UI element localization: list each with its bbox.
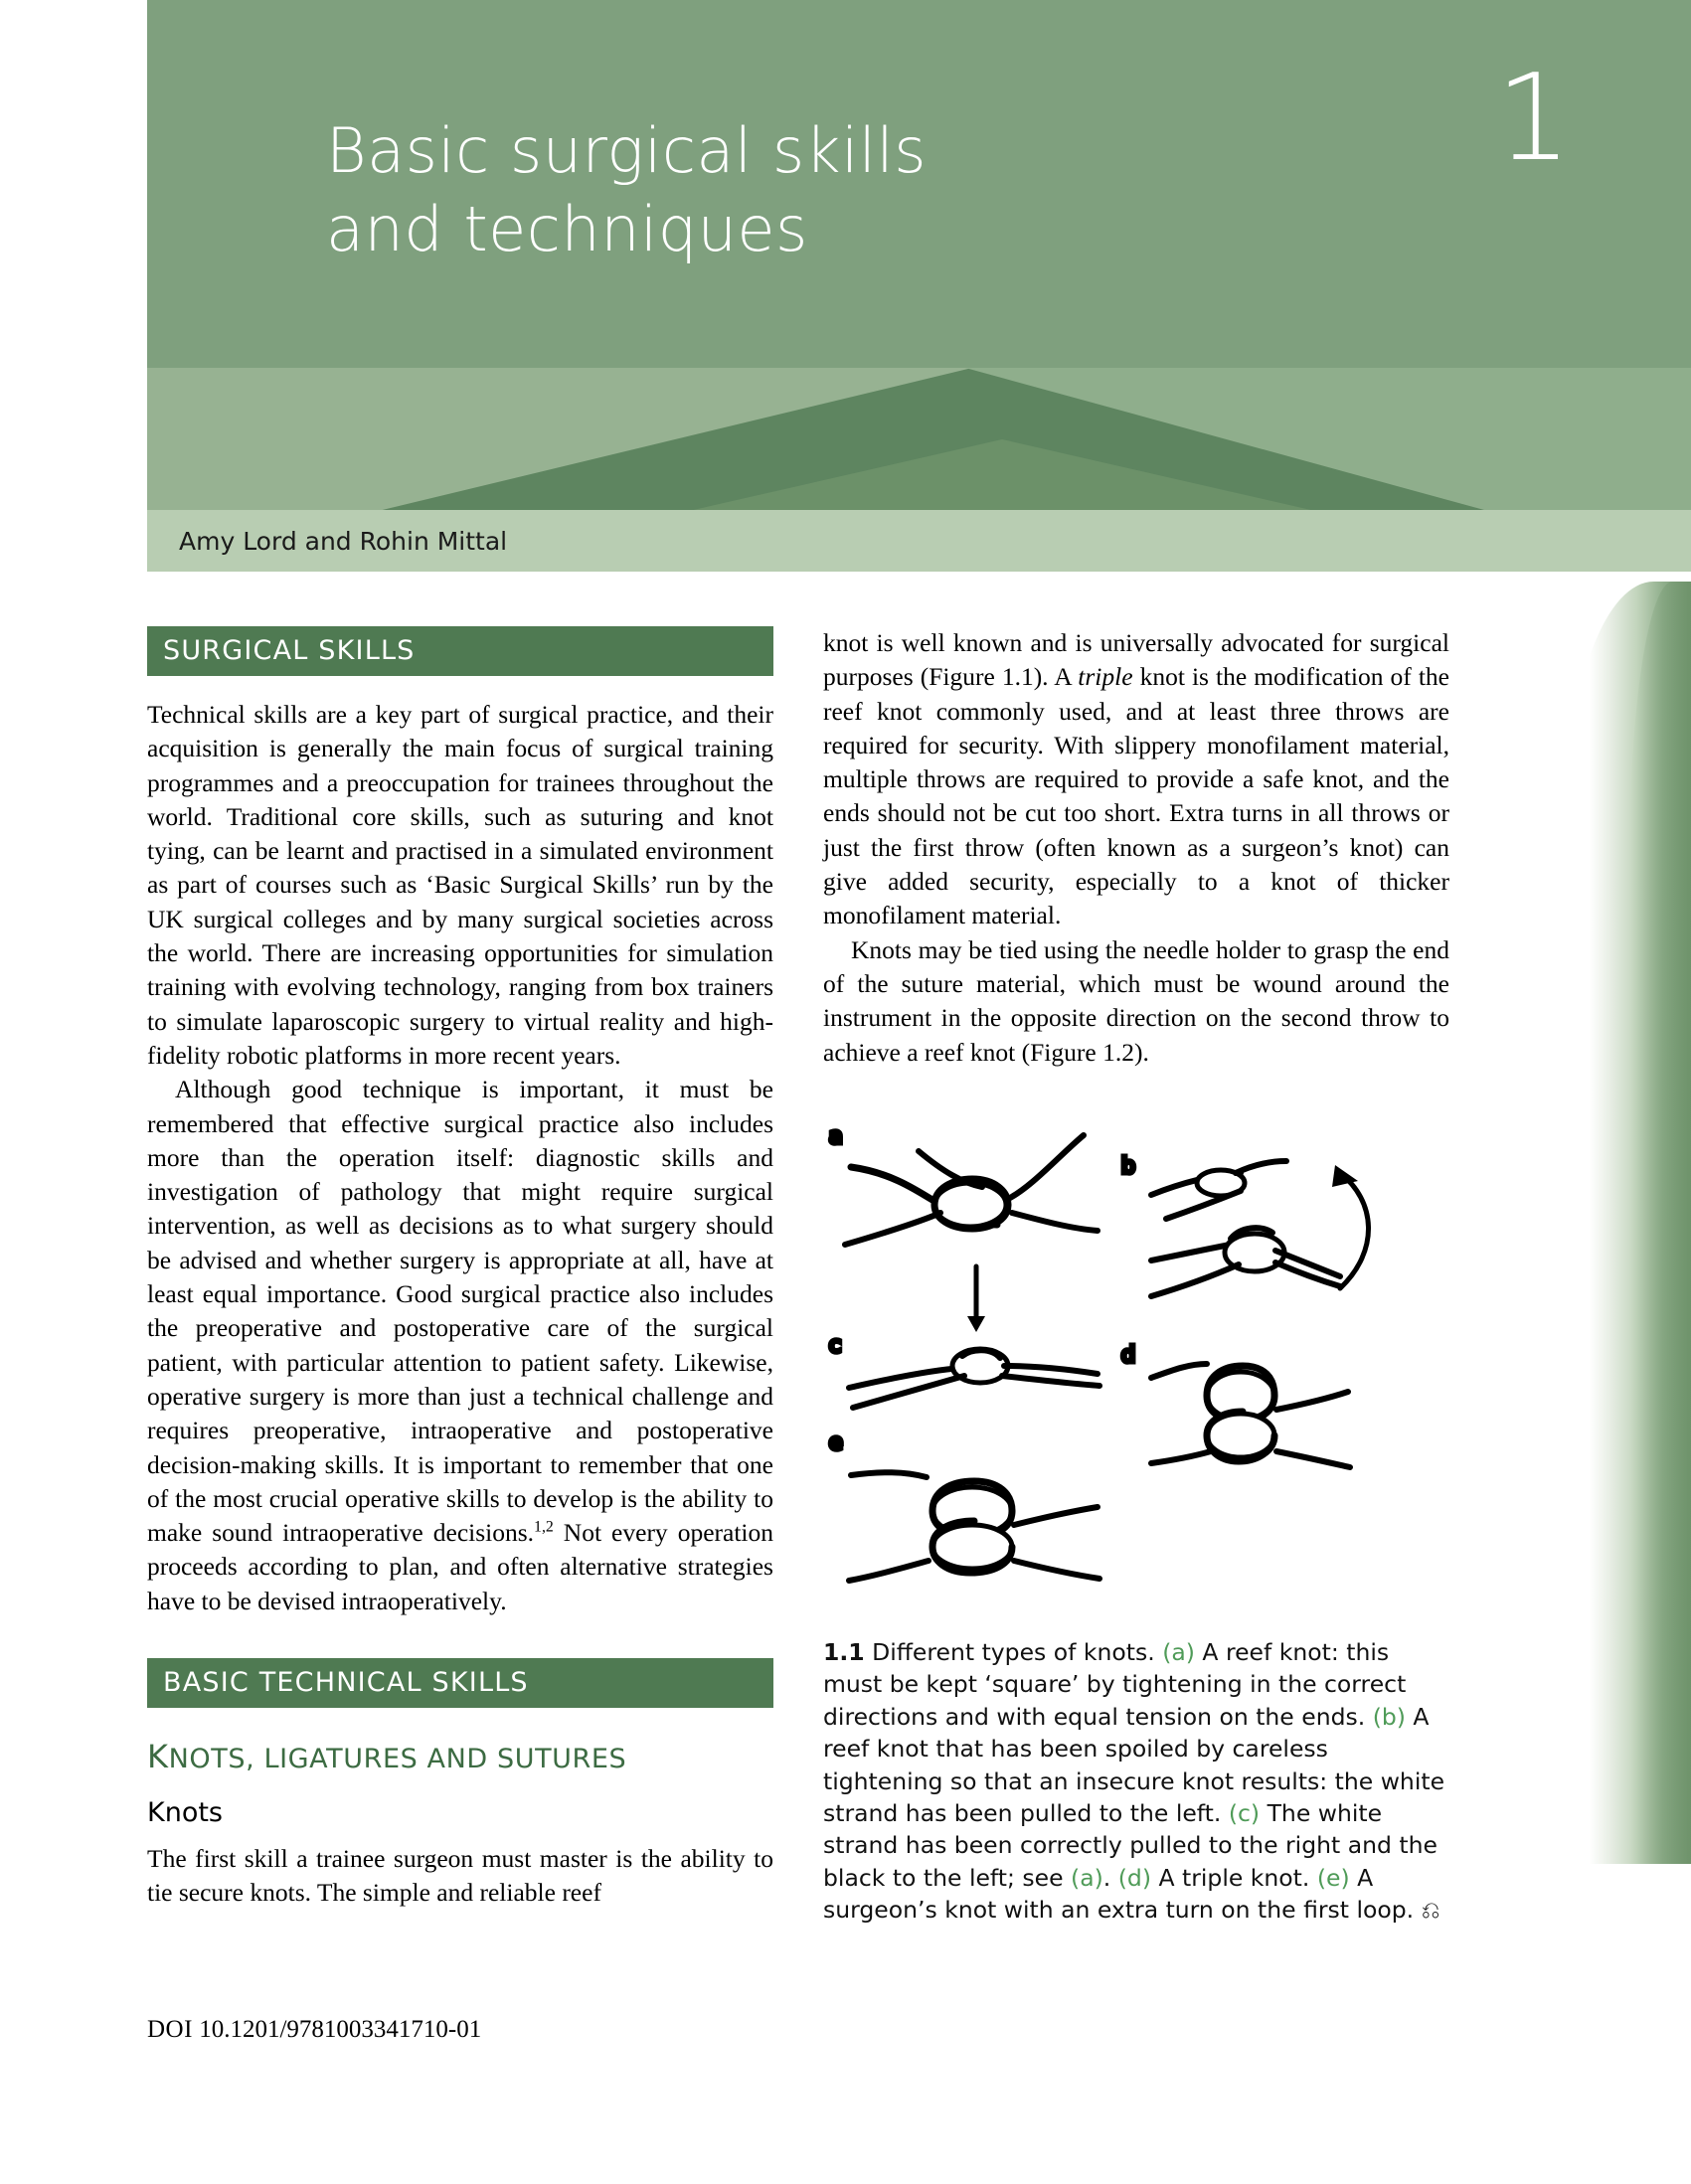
- chapter-header: [147, 0, 1691, 582]
- chapter-title-line-1: Basic surgical skills: [326, 114, 928, 187]
- right-column: [823, 626, 1449, 1927]
- authors-band: [147, 510, 1691, 572]
- paragraph-first-skill: The first skill a trainee surgeon must master is the ability to tie secure knots. The simple and reliable reef: [147, 1844, 773, 1908]
- figure-caption-part-text: The white strand has been correctly pulled to the right and the black to the left; see: [823, 1798, 1437, 1892]
- doi-footer: [147, 2016, 481, 2044]
- figure-caption-part-label: (c): [1228, 1798, 1261, 1827]
- figure-label-d: d: [1121, 1342, 1135, 1368]
- doi-label: DOI: [147, 2016, 193, 2043]
- paragraph-reef-knot-b: knot is the modification of the reef knot commonly used, and at least three throws are required for security. With slippery monofilament material, multiple throws are required to provide a safe knot, and the ends should not be cut too short. Extra turns in all throws or just the first throw (often known as a surgeon’s knot) can give added security, especially to a knot of thicker monofilament material.: [823, 662, 1449, 930]
- figure-caption-part-label: (b): [1372, 1702, 1406, 1731]
- chapter-number: 1: [1495, 50, 1572, 188]
- figure-caption-part-text: Different types of knots.: [864, 1637, 1163, 1666]
- paragraph-good-technique-text-a: Although good technique is important, it must be remembered that effective surgical practice also includes more than the operation itself: diagnostic skills and investigation of pathology that might require surgical intervention, as well as decisions as to what surgery should be advised and whether surgery is appropriate at all, have at least equal importance. Good surgical practice also includes the preoperative and postoperative care of the surgical patient, with particular attention to patient safety. Likewise, operative surgery is more than just a technical challenge and requires preoperative, intraoperative and postoperative decision-making skills. It is important to remember that one of the most crucial operative skills to develop is the ability to make sound intraoperative decisions.: [147, 1075, 773, 1548]
- end-of-article-mark: ⎌: [1421, 1896, 1440, 1925]
- figure-label-b: b: [1121, 1153, 1135, 1179]
- figure-caption-number: 1.1: [823, 1637, 865, 1666]
- emphasis-triple: triple: [1078, 662, 1133, 692]
- chapter-title-line-2: and techniques: [326, 193, 808, 266]
- figure-caption-part-label: (a): [1162, 1637, 1195, 1666]
- subheading-rest: NOTS, LIGATURES AND SUTURES: [168, 1744, 627, 1775]
- doi-value: 10.1201/9781003341710-01: [199, 2016, 482, 2043]
- paragraph-needle-holder: Knots may be tied using the needle holder to grasp the end of the suture material, which must be wound around the instrument in the opposite direction on the second throw to achieve a reef knot (Figure 1.2).: [823, 934, 1449, 1067]
- figure-caption-part-text: A reef knot: this must be kept ‘square’ by tightening in the correct directions and with equal tension on the ends.: [823, 1637, 1407, 1731]
- paragraph-reef-knot: [823, 626, 1449, 933]
- section-heading-basic-technical-skills: BASIC TECHNICAL SKILLS: [147, 1658, 773, 1708]
- figure-label-a: a: [829, 1123, 843, 1149]
- left-column: [147, 626, 773, 1911]
- figure-caption-text: [823, 1638, 1444, 1924]
- figure-caption-part-label: (d): [1117, 1863, 1151, 1892]
- page-edge-shadow: [1629, 582, 1691, 1864]
- figure-caption-part-text: A reef knot that has been spoiled by careless tightening so that an insecure knot results: the white strand has been pulled to the left.: [823, 1702, 1445, 1827]
- subheading-knots-ligatures-sutures: [147, 1738, 773, 1775]
- figure-knot-types-svg: [823, 1121, 1439, 1618]
- page-title: [326, 111, 1420, 269]
- figure-label-c: c: [829, 1332, 842, 1358]
- paragraph-good-technique: [147, 1073, 773, 1618]
- authors-text: Amy Lord and Rohin Mittal: [179, 527, 508, 556]
- figure-caption-part-label: (e): [1316, 1863, 1350, 1892]
- section-heading-surgical-skills: SURGICAL SKILLS: [147, 626, 773, 676]
- figure-caption-part-label: (a): [1071, 1863, 1103, 1892]
- reference-superscript: 1,2: [534, 1518, 554, 1536]
- figure-caption: [823, 1636, 1449, 1927]
- figure-caption-part-text: A surgeon’s knot with an extra turn on the first loop.: [823, 1863, 1422, 1925]
- figure-label-e: e: [829, 1429, 843, 1455]
- paragraph-good-technique-text-b: Not every operation proceeds according to plan, and often alternative strategies have to be devised intraoperatively.: [147, 1518, 773, 1615]
- paragraph-technical-skills: Technical skills are a key part of surgical practice, and their acquisition is generally the main focus of surgical training programmes and a preoccupation for trainees throughout the world. Traditional core skills, such as suturing and knot tying, can be learnt and practised in a simulated environment as part of courses such as ‘Basic Surgical Skills’ run by the UK surgical colleges and by many surgical societies across the world. There are increasing opportunities for simulation training with evolving technology, ranging from box trainers to simulate laparoscopic surgery to virtual reality and high-fidelity robotic platforms in more recent years.: [147, 700, 773, 1070]
- subheading-knots: Knots: [147, 1797, 223, 1829]
- paragraph-reef-knot-a: knot is well known and is universally advocated for surgical purposes (Figure 1.1). A: [823, 628, 1449, 692]
- subheading-initial-cap: K: [147, 1738, 169, 1776]
- figure-caption-part-text: .: [1102, 1863, 1118, 1892]
- figure-caption-part-text: A triple knot.: [1151, 1863, 1317, 1892]
- figure-knot-types: [823, 1121, 1439, 1618]
